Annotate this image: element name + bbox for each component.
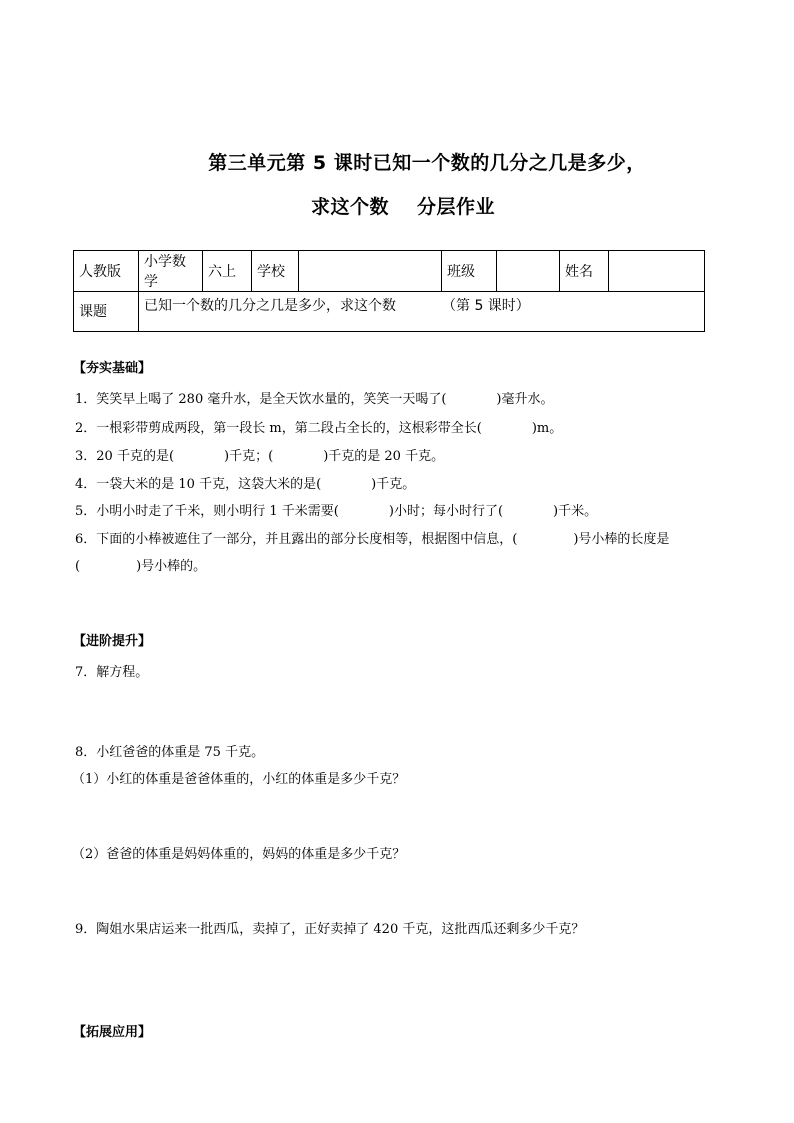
question-9: 9．陶姐水果店运来一批西瓜，卖掉了，正好卖掉了 420 千克，这批西瓜还剩多少千克？ [75, 922, 585, 937]
q6-text-b: )号小棒的长度是 [573, 532, 670, 547]
q4-text-a: 4．一袋大米的是 10 千克，这袋大米的是( [75, 477, 322, 492]
q6-text-c: ( [75, 559, 81, 574]
q3-text-c: )千克的是 20 千克。 [323, 449, 445, 464]
q6-text-a: 6．下面的小棒被遮住了一部分，并且露出的部分长度相等，根据图中信息，( [75, 532, 518, 547]
question-4 [75, 473, 415, 492]
question-6-cont [75, 555, 206, 574]
question-3 [75, 445, 444, 464]
q3-text-b: )千克；( [224, 449, 274, 464]
class-value-cell[interactable] [497, 251, 560, 292]
question-8-1: （1）小红的体重是爸爸体重的，小红的体重是多少千克？ [72, 772, 406, 787]
school-value-cell[interactable] [299, 251, 442, 292]
name-label-cell: 姓名 [560, 251, 609, 292]
q4-text-b: )千克。 [371, 477, 416, 492]
page-title-line1: 第三单元第 5 课时已知一个数的几分之几是多少， [208, 152, 646, 174]
question-6 [75, 528, 669, 547]
topic-value-cell [139, 292, 705, 332]
question-1 [75, 388, 554, 407]
lesson-time: （第 5 课时） [442, 298, 530, 314]
q5-text-a: 5．小明小时走了千米，则小明行 1 千米需要( [75, 504, 339, 519]
question-5 [75, 500, 597, 519]
q1-text-b: )毫升水。 [496, 392, 554, 407]
q1-text-a: 1．笑笑早上喝了 280 毫升水，是全天饮水量的，笑笑一天喝了( [75, 392, 447, 407]
question-8-2: （2）爸爸的体重是妈妈体重的，妈妈的体重是多少千克？ [72, 847, 406, 862]
q5-text-b: )小时；每小时行了( [388, 504, 504, 519]
q2-text-b: )m。 [531, 421, 563, 436]
section-basic-heading: 【夯实基础】 [73, 361, 152, 376]
school-label-cell: 学校 [252, 251, 299, 292]
question-2 [75, 417, 562, 436]
page-title-line2 [6, 192, 794, 219]
grade-cell: 六上 [203, 251, 252, 292]
q3-text-a: 3．20 千克的是( [75, 449, 175, 464]
title-part-b: 分层作业 [417, 196, 496, 218]
q5-text-c: )千米。 [553, 504, 598, 519]
q6-text-d: )号小棒的。 [136, 559, 207, 574]
name-value-cell[interactable] [609, 251, 705, 292]
publisher-cell: 人教版 [74, 251, 139, 292]
topic-label: 课题 [79, 304, 107, 320]
section-extension-heading: 【拓展应用】 [73, 1025, 152, 1040]
question-7: 7．解方程。 [75, 665, 149, 680]
topic-value: 已知一个数的几分之几是多少，求这个数 [144, 298, 396, 314]
question-8: 8．小红爸爸的体重是 75 千克。 [75, 745, 265, 760]
class-label-cell: 班级 [442, 251, 497, 292]
topic-label-cell [74, 292, 139, 332]
subject-cell: 小学数学 [139, 251, 203, 292]
info-table [73, 250, 705, 332]
q2-text-a: 2．一根彩带剪成两段，第一段长 m，第二段占全长的，这根彩带全长( [75, 421, 482, 436]
title-part-a: 求这个数 [310, 196, 389, 218]
section-advanced-heading: 【进阶提升】 [73, 634, 152, 649]
